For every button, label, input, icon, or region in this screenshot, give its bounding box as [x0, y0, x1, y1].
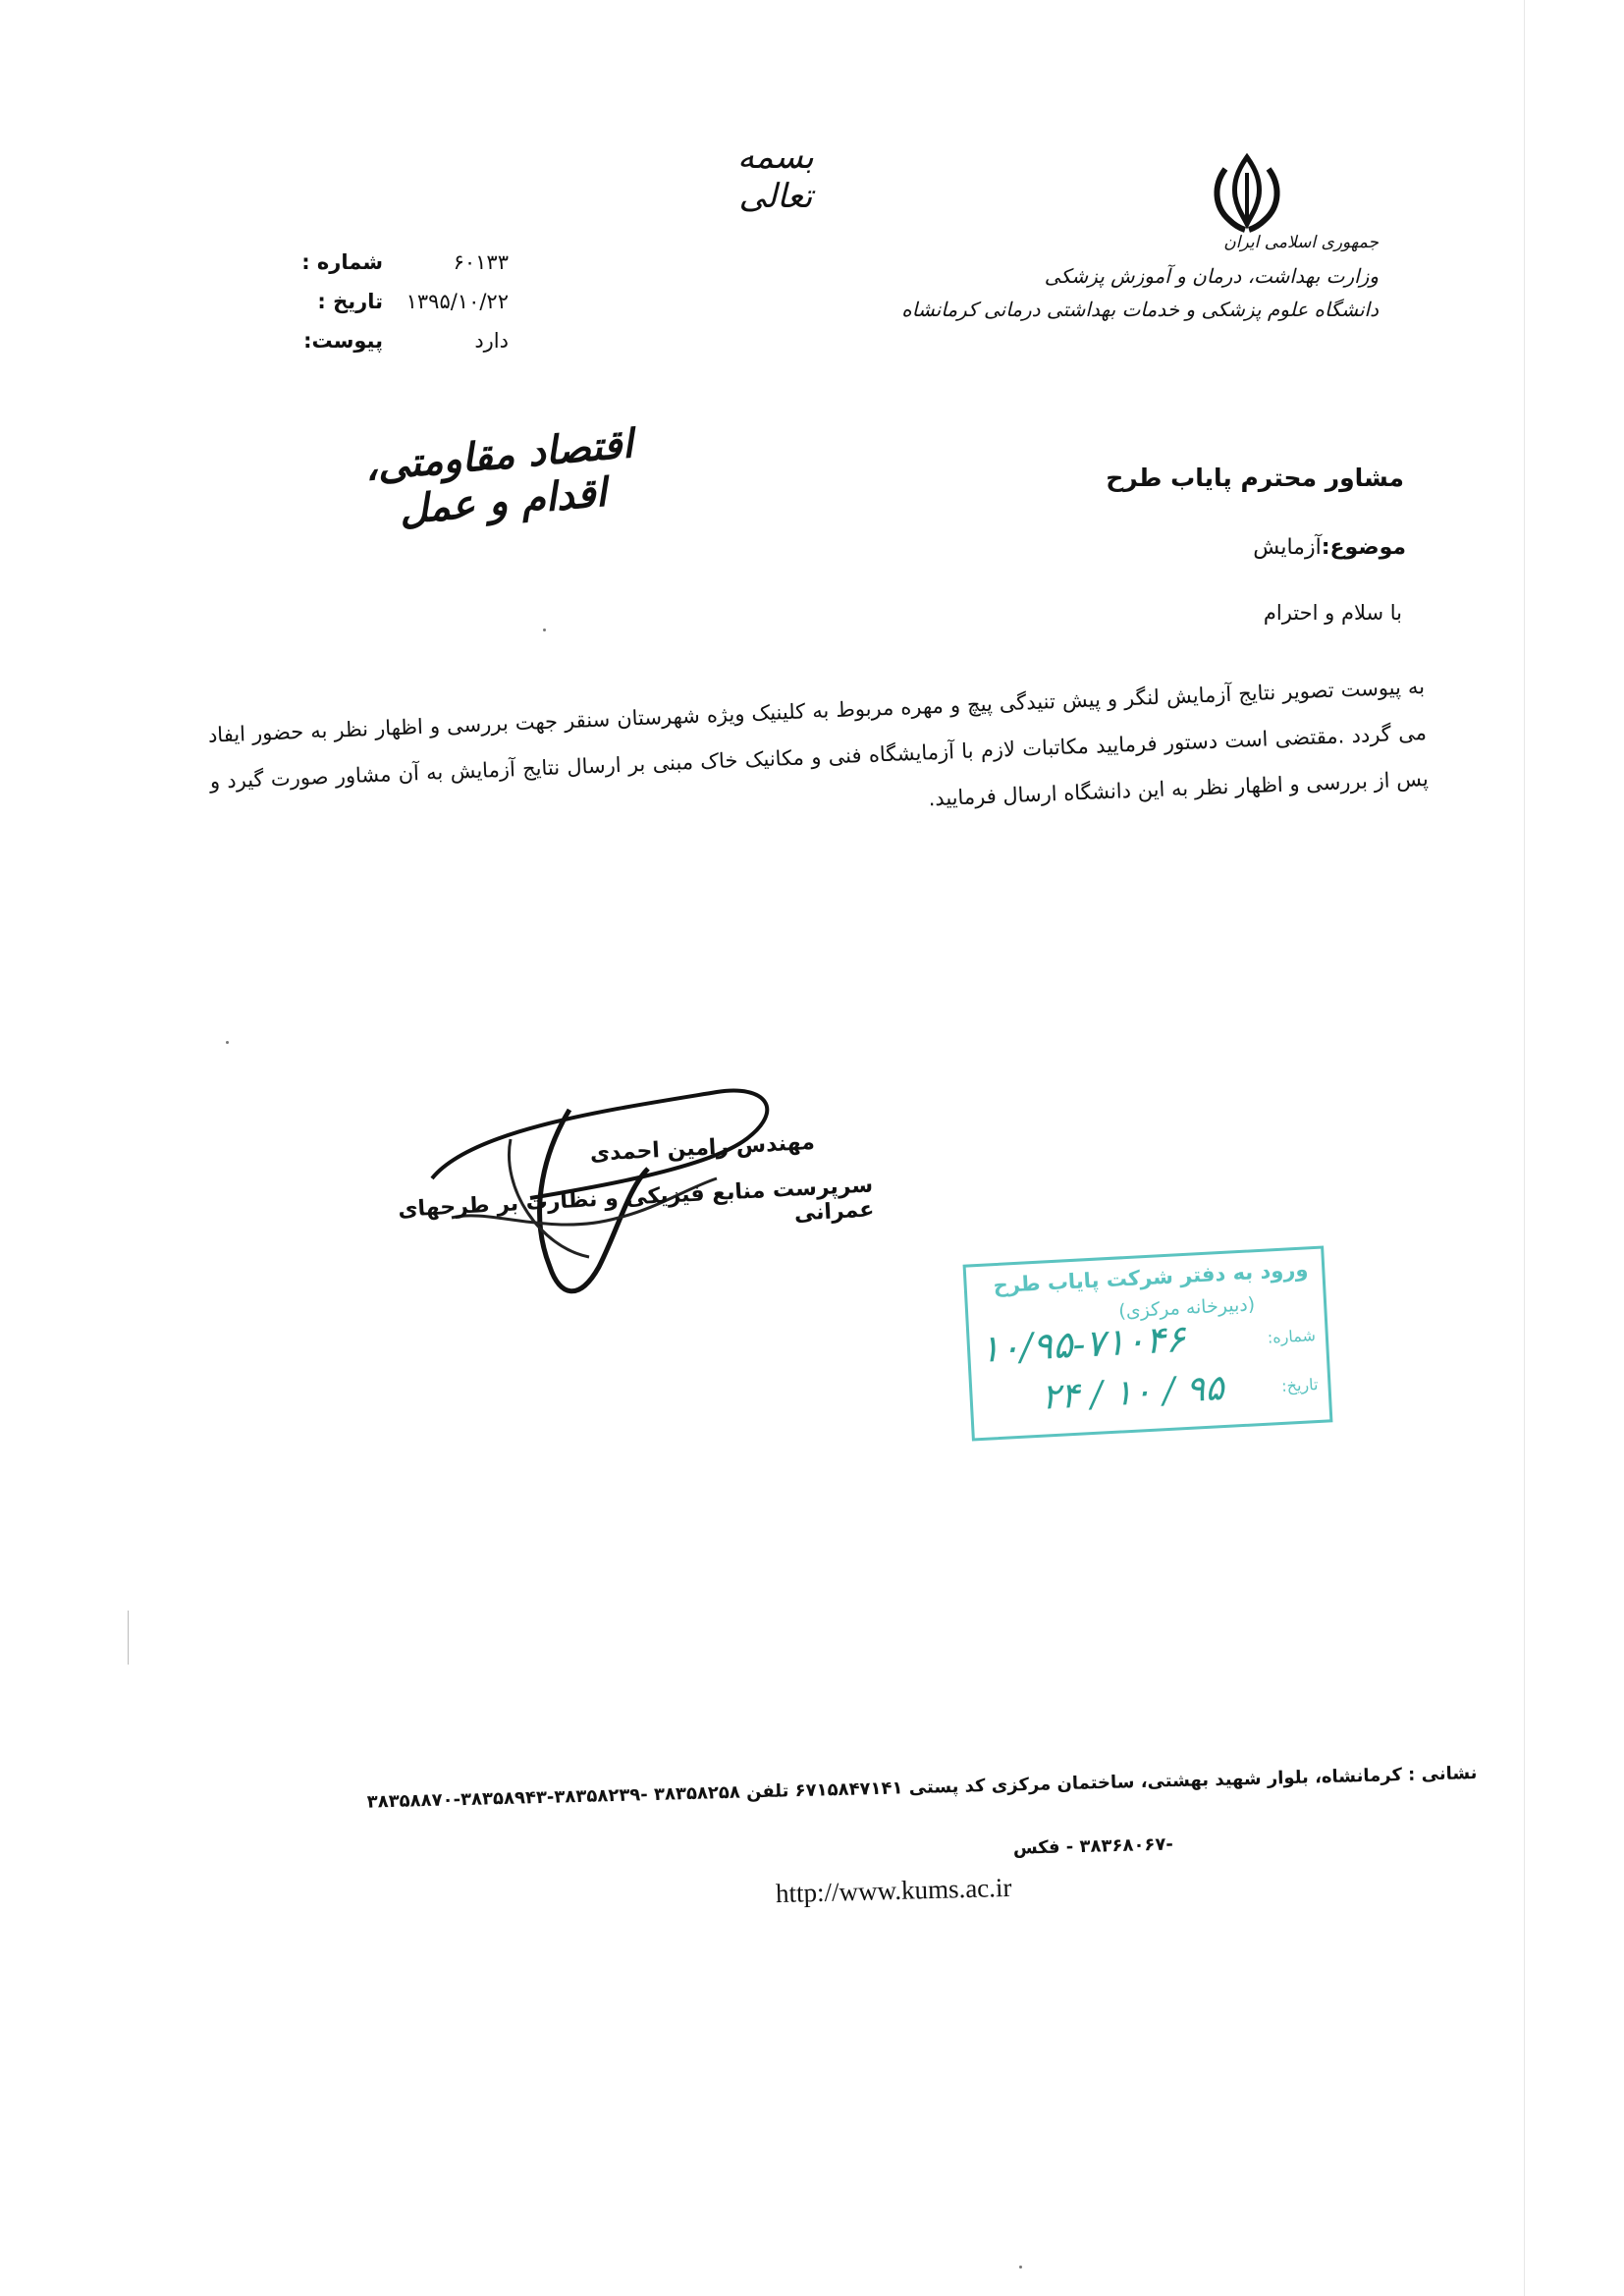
scan-edge-line: [1524, 0, 1525, 2296]
meta-attachment-row: [295, 329, 550, 368]
scan-dot: [226, 1041, 229, 1044]
scan-mark: [128, 1611, 129, 1665]
footer-address: نشانی : کرمانشاه، بلوار شهید بهشتی، ساختمان مرکزی کد پستی ۶۷۱۵۸۴۷۱۴۱ تلفن ۳۸۳۵۸۲۵۸ -۳۸۳۵۸۲۳۹-۳۸۳۵۸۹۴۳-۳۸۳۵۸۸۷۰: [366, 1762, 1478, 1813]
signer-title: سرپرست منابع فیزیکی و نظارت بر طرحهای عمرانی: [397, 1173, 875, 1227]
signer-name: مهندس رامین احمدی: [589, 1129, 816, 1167]
stamp-date-value: ۹۵ / ۱۰ / ۲۴: [1040, 1368, 1225, 1418]
letter-addressee: مشاور محترم پایاب طرح: [1106, 464, 1404, 492]
subject-value: آزمایش: [1253, 535, 1322, 560]
meta-attachment-label: پیوست:: [303, 329, 383, 353]
meta-date-value: ۱۳۹۵/۱۰/۲۲: [406, 290, 509, 313]
meta-number-label: شماره :: [301, 250, 383, 274]
letter-meta: [295, 250, 550, 368]
meta-number-value: ۶۰۱۳۳: [453, 250, 509, 274]
subject-label: موضوع:: [1321, 535, 1406, 560]
scan-dot: [1019, 2266, 1022, 2269]
footer-website-link[interactable]: http://www.kums.ac.ir: [775, 1872, 1012, 1909]
stamp-line1: ورود به دفتر شرکت پایاب طرح: [992, 1257, 1309, 1298]
ministry-letterhead: [901, 226, 1379, 326]
stamp-date-label: تاریخ:: [1280, 1374, 1319, 1395]
letter-subject: [1253, 535, 1406, 560]
bismillah-heading: بسمه تعالی: [737, 137, 814, 216]
letterhead-line: جمهوری اسلامی ایران: [1223, 233, 1379, 252]
footer-fax: -۳۸۳۶۸۰۶۷ - فکس: [1012, 1833, 1174, 1859]
scan-dot: [543, 629, 546, 631]
letterhead-line: دانشگاه علوم پزشکی و خدمات بهداشتی درمانی کرمانشاه: [901, 298, 1379, 321]
stamp-line2: (دبیرخانه مرکزی): [1117, 1293, 1256, 1323]
meta-number-row: [295, 250, 550, 290]
stamp-number-value: ۱۰/۹۵-۷۱۰۴۶: [978, 1317, 1187, 1371]
letter-body: به پیوست تصویر نتایج آزمایش لنگر و پیش تنیدگی پیچ و مهره مربوط به کلینیک ویژه شهرستان سنقر جهت بررسی و اظهار نظر به حضور ایفاد می گردد .مقتضی است دستور فرمایید مکاتبات لازم با آزمایشگاه فنی و مکانیک خاک مبنی بر ارسال نتایج آزمایش به آن مشاور صورت گیرد و پس از بررسی و اظهار نظر به این دانشگاه ارسال فرمایید.: [207, 674, 1430, 811]
letterhead-line: وزارت بهداشت، درمان و آموزش پزشکی: [1044, 264, 1379, 288]
meta-date-label: تاریخ :: [317, 290, 383, 313]
meta-date-row: [295, 290, 550, 329]
letter-greeting: با سلام و احترام: [1263, 601, 1402, 625]
meta-attachment-value: دارد: [474, 329, 509, 353]
received-stamp: [963, 1245, 1333, 1441]
handwritten-slogan: اقتصاد مقاومتی، اقدام و عمل: [362, 420, 635, 534]
stamp-number-label: شماره:: [1267, 1326, 1317, 1347]
